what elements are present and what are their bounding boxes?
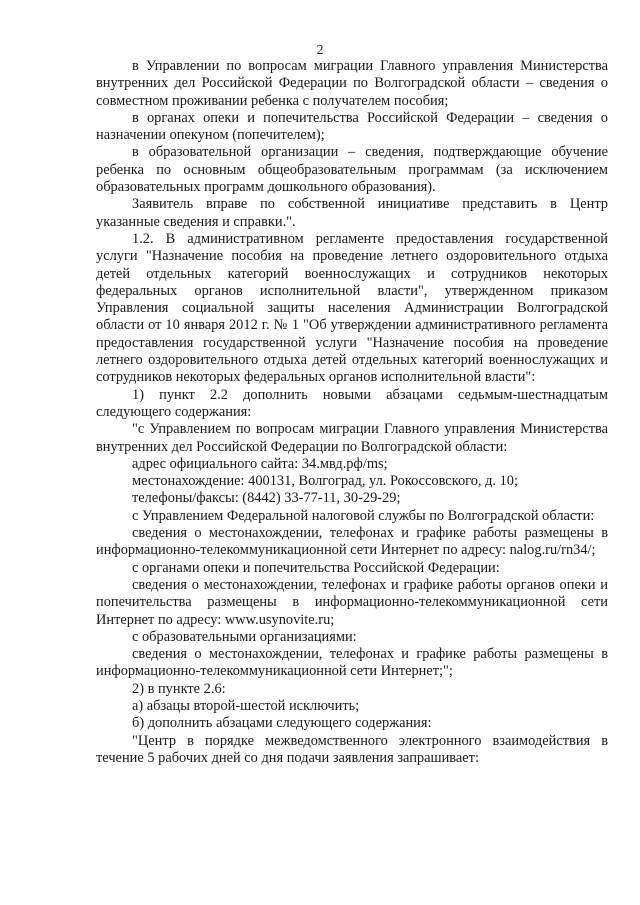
- paragraph-website: адрес официального сайта: 34.мвд.рф/ms;: [132, 455, 388, 472]
- paragraph-education-details: сведения о местонахождении, телефонах и графике работы размещены в информационно-телекоммуникационной сети Интернет;";: [96, 646, 608, 680]
- paragraph-section-1-2: 1.2. В административном регламенте предоставления государственной услуги "Назначение пособия на проведение летнего оздоровительного отдыха детей отдельных категорий военнослужащих и сотрудников некоторых федеральных органов исполнительной власти", утвержденном приказом Управления социальной защиты населения Администрации Волгоградской области от 10 января 2012 г. № 1 "Об утверждении административного регламента предоставления государственной услуги "Назначение пособия на проведение летнего оздоровительного отдыха детей отдельных категорий военнослужащих и сотрудников некоторых федеральных органов исполнительной власти":: [96, 230, 608, 386]
- paragraph-guardianship-details: сведения о местонахождении, телефонах и графике работы органов опеки и попечительства размещены в информационно-телекоммуникационной сети Интернет по адресу: www.usynovite.ru;: [96, 576, 608, 628]
- paragraph-tax-info: сведения о местонахождении, телефонах и графике работы размещены в информационно-телекоммуникационной сети Интернет по адресу: nalog.ru/rn34/;: [96, 525, 608, 559]
- document-body: [96, 58, 608, 767]
- paragraph-migration-dept: "с Управлением по вопросам миграции Главного управления Министерства внутренних дел Российской Федерации по Волгоградской области:: [96, 421, 608, 455]
- paragraph-item-1: 1) пункт 2.2 дополнить новыми абзацами седьмым-шестнадцатым следующего содержания:: [96, 386, 608, 420]
- page-number: 2: [316, 43, 324, 58]
- paragraph-education-info: в образовательной организации – сведения, подтверждающие обучение ребенка по основным общеобразовательным программам (за исключением образовательных программ дошкольного образования).: [96, 144, 608, 196]
- paragraph-item-2b: б) дополнить абзацами следующего содержания:: [132, 715, 432, 732]
- paragraph-center-request: "Центр в порядке межведомственного электронного взаимодействия в течение 5 рабочих дней со дня подачи заявления запрашивает:: [96, 732, 608, 766]
- paragraph-applicant-right: Заявитель вправе по собственной инициативе представить в Центр указанные сведения и справки.".: [96, 196, 608, 230]
- paragraph-item-2a: а) абзацы второй-шестой исключить;: [132, 697, 360, 714]
- paragraph-guardianship-info: в органах опеки и попечительства Российской Федерации – сведения о назначении опекуном (попечителем);: [96, 109, 608, 144]
- paragraph-migration-info: в Управлении по вопросам миграции Главного управления Министерства внутренних дел Российской Федерации по Волгоградской области – сведения о совместном проживании ребенка с получателем пособия;: [96, 58, 608, 109]
- paragraph-tax-service: с Управлением Федеральной налоговой службы по Волгоградской области:: [132, 507, 595, 524]
- paragraph-item-2: 2) в пункте 2.6:: [132, 680, 226, 697]
- paragraph-education-orgs: с образовательными организациями:: [132, 628, 357, 645]
- paragraph-guardianship-bodies: с органами опеки и попечительства Российской Федерации:: [132, 559, 500, 576]
- paragraph-phones: телефоны/факсы: (8442) 33-77-11, 30-29-29;: [132, 490, 401, 507]
- paragraph-location: местонахождение: 400131, Волгоград, ул. Рокоссовского, д. 10;: [132, 473, 518, 490]
